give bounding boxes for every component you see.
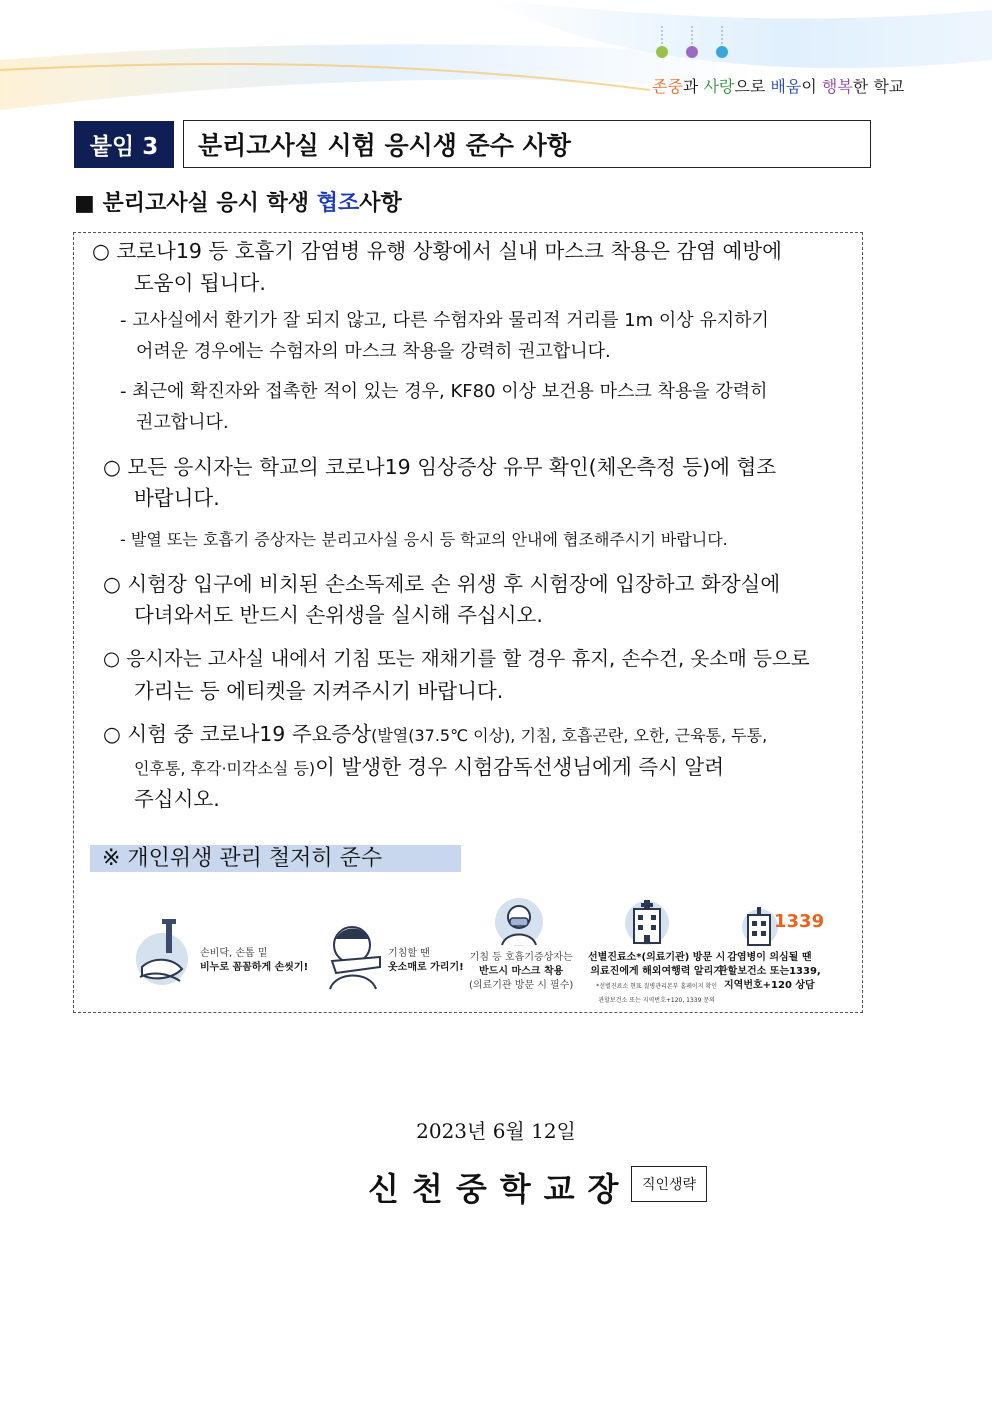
slogan-part: 이 xyxy=(801,77,822,96)
section-marker: ■ xyxy=(74,191,95,216)
cough-sleeve-icon xyxy=(326,921,386,991)
clinic-text-1: 선별진료소*(의료기관) 방문 시 xyxy=(588,952,726,963)
section-heading-text: 분리고사실 응시 학생 xyxy=(102,191,317,216)
item-1-sub-2-line-2: 권고합니다. xyxy=(136,412,229,433)
item-5-line-1 xyxy=(103,717,767,747)
item-3-line-2: 다녀와서도 반드시 손위생을 실시해 주십시오. xyxy=(134,603,543,627)
health-center-text-3: 지역번호+120 상담 xyxy=(724,980,815,991)
mask-text-2: 반드시 마스크 착용 xyxy=(479,966,564,977)
handwash-text-2: 비누로 꼼꼼하게 손씻기! xyxy=(200,962,309,973)
mask-person-icon xyxy=(494,897,544,947)
infographic-clinic xyxy=(588,895,726,1004)
cough-text-2: 옷소매로 가리기! xyxy=(388,962,464,973)
document-title: 분리고사실 시험 응시생 준수 사항 xyxy=(183,120,871,168)
infographic-handwash xyxy=(128,895,313,1000)
hygiene-notice: ※ 개인위생 관리 철저히 준수 xyxy=(90,845,461,872)
infographic-cough xyxy=(326,895,466,1000)
item-5-line-2-main: 이 발생한 경우 시험감독선생님에게 즉시 알려 xyxy=(315,755,724,779)
item-1-line-2: 도움이 됩니다. xyxy=(134,271,266,295)
cough-text-1: 기침할 땐 xyxy=(388,948,430,959)
infographic-health-center xyxy=(718,895,823,1000)
school-slogan xyxy=(652,74,904,97)
item-1-sub-1-line-2: 어려운 경우에는 수험자의 마스크 착용을 강력히 권고합니다. xyxy=(136,341,611,362)
prevention-infographic xyxy=(128,895,833,1004)
clinic-text-3: *선별진료소 현표 질병관리본부 홈페이지 확인 xyxy=(596,983,718,990)
item-5-line-2 xyxy=(134,750,724,780)
principal-signature: 신천중학교장 xyxy=(368,1170,632,1208)
attachment-label: 붙임 3 xyxy=(74,121,174,168)
item-3-line-1: ○ 시험장 입구에 비치된 손소독제로 손 위생 후 시험장에 입장하고 화장실에 xyxy=(103,572,781,596)
section-heading-text-end: 사항 xyxy=(359,191,402,216)
slogan-part: 으로 xyxy=(734,77,771,96)
item-1-sub-2-line-1: - 최근에 확진자와 접촉한 적이 있는 경우, KF80 이상 보건용 마스크 착용을 강력히 xyxy=(120,381,768,402)
clinic-text-2: 의료진에게 해외여행력 알리기 xyxy=(590,966,723,977)
item-5-line-1-main: ○ 시험 중 코로나19 주요증상 xyxy=(103,722,372,746)
slogan-part: 배움 xyxy=(770,77,802,96)
item-5-line-3: 주십시오. xyxy=(134,787,220,811)
slogan-part: 행복 xyxy=(821,77,853,96)
item-4-line-1: ○ 응시자는 고사실 내에서 기침 또는 재채기를 할 경우 휴지, 손수건, 옷소매 등으로 xyxy=(103,647,810,670)
item-4-line-2: 가리는 등 에티켓을 지켜주시기 바랍니다. xyxy=(134,679,504,703)
clinic-text-4: 관할보건소 또는 지역번호+120, 1339 문의 xyxy=(598,997,715,1004)
item-5-line-1-detail: (발열(37.5℃ 이상), 기침, 호흡곤란, 오한, 근육통, 두통, xyxy=(371,726,768,745)
item-2-line-1: ○ 모든 응시자는 학교의 코로나19 임상증상 유무 확인(체온측정 등)에 협조 xyxy=(103,455,777,479)
health-center-text-2: 관할보건소 또는1339, xyxy=(718,966,821,977)
seal-omitted-stamp: 직인생략 xyxy=(631,1166,707,1202)
handwash-text-1: 손비닥, 손톱 밑 xyxy=(200,948,268,959)
item-2-sub-1: - 발열 또는 호흡기 증상자는 분리고사실 응시 등 학교의 안내에 협조해주시기 바랍니다. xyxy=(120,530,728,549)
infographic-mask xyxy=(466,895,581,1000)
slogan-part: 과 xyxy=(682,77,704,96)
section-heading-highlight: 협조 xyxy=(316,191,360,216)
section-heading xyxy=(74,186,402,217)
document-date: 2023년 6월 12일 xyxy=(416,1119,576,1143)
slogan-part: 사랑 xyxy=(703,77,735,96)
health-center-text-1: 감염병이 의심될 땐 xyxy=(727,952,812,963)
item-2-line-2: 바랍니다. xyxy=(134,486,220,510)
hospital-icon xyxy=(624,897,670,947)
mask-text-3: (의료기관 방문 시 필수) xyxy=(469,980,574,991)
slogan-part: 존중 xyxy=(652,77,683,96)
mask-text-1: 기침 등 호흡기증상자는 xyxy=(469,952,573,963)
hotline-badge: 1339 xyxy=(774,911,825,932)
handwash-icon xyxy=(132,917,192,993)
slogan-part: 한 학교 xyxy=(852,77,905,96)
item-1-sub-1-line-1: - 고사실에서 환기가 잘 되지 않고, 다른 수험자와 물리적 거리를 1m 이상 유지하기 xyxy=(120,310,769,331)
item-1-line-1: ○ 코로나19 등 호흡기 감염병 유행 상황에서 실내 마스크 착용은 감염 예방에 xyxy=(92,239,782,263)
item-5-line-2-detail: 인후통, 후각·미각소실 등) xyxy=(134,759,316,778)
slogan-dots-decoration xyxy=(652,22,742,62)
